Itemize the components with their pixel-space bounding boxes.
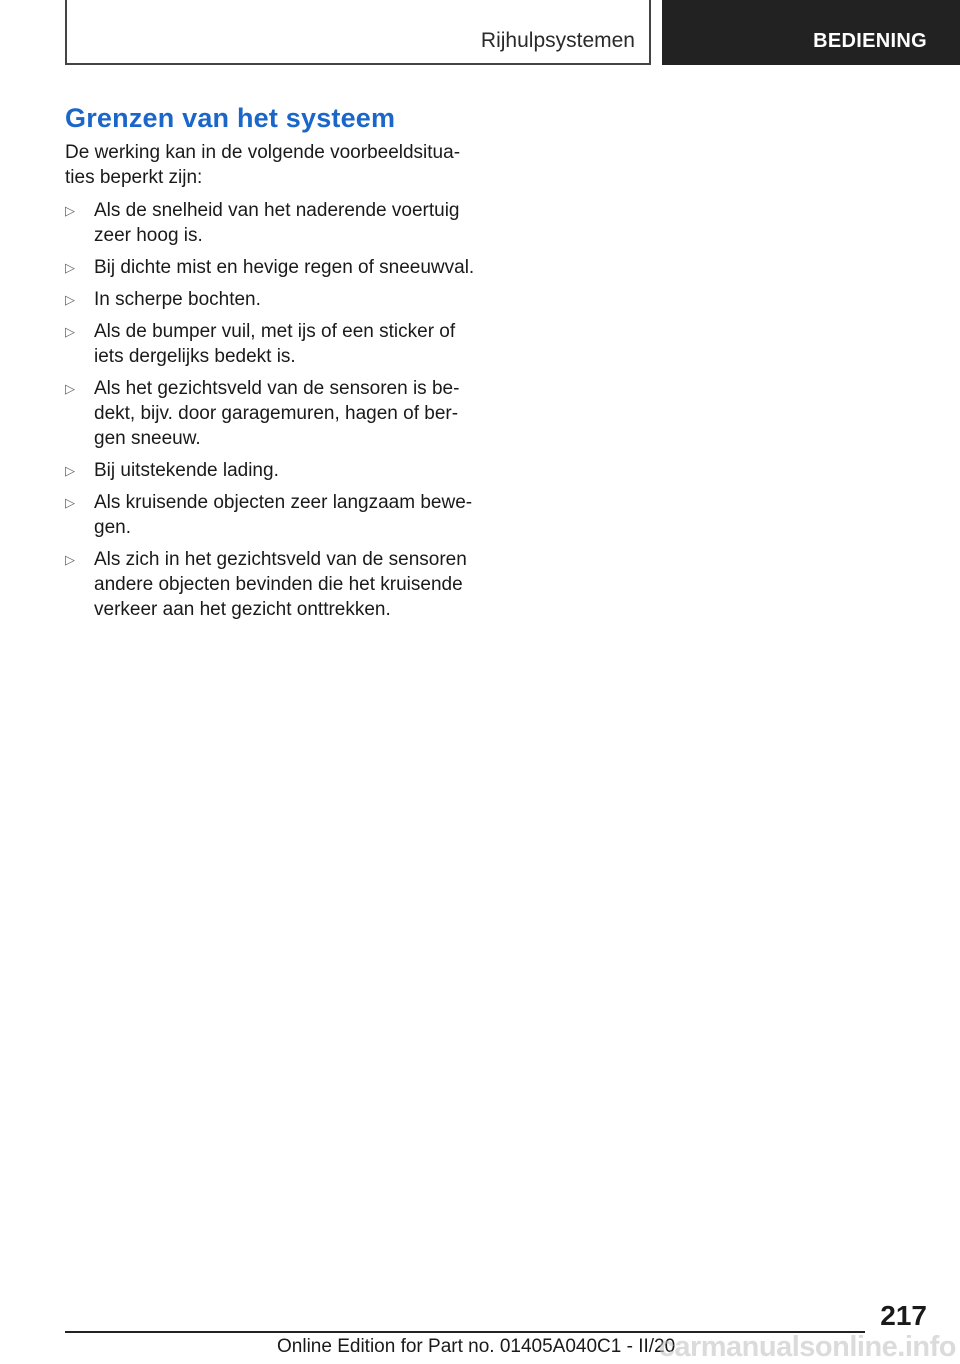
list-item (65, 458, 485, 483)
list-item (65, 198, 485, 248)
list-item-line: zeer hoog is. (94, 225, 203, 246)
intro-paragraph (65, 140, 485, 190)
list-item-line: Als de snelheid van het naderende voertuig (94, 200, 460, 221)
main-content (65, 100, 485, 629)
section-title: BEDIENING (813, 30, 927, 52)
triangle-bullet-icon: ▷ (65, 292, 75, 307)
triangle-bullet-icon: ▷ (65, 381, 75, 396)
list-item (65, 319, 485, 369)
page-number: 217 (880, 1300, 927, 1331)
list-item (65, 490, 485, 540)
triangle-bullet-icon: ▷ (65, 552, 75, 567)
section-heading: Grenzen van het systeem (65, 103, 396, 133)
list-item-line: gen sneeuw. (94, 428, 201, 449)
list-item-line: andere objecten bevinden die het kruisende (94, 574, 463, 595)
list-item-line: Als zich in het gezichtsveld van de sensoren (94, 549, 467, 570)
limitations-list (65, 198, 485, 622)
intro-line: ties beperkt zijn: (65, 167, 203, 188)
page-header (65, 0, 960, 66)
chapter-title: Rijhulpsystemen (480, 29, 635, 52)
list-item (65, 547, 485, 622)
intro-line: De werking kan in de volgende voorbeeldsitua- (65, 142, 461, 163)
edition-text: Online Edition for Part no. 01405A040C1 - II/20 (277, 1336, 676, 1357)
list-item-line: gen. (94, 517, 131, 538)
list-item-line: verkeer aan het gezicht onttrekken. (94, 599, 391, 620)
list-item-line: Bij dichte mist en hevige regen of sneeuwval. (94, 257, 475, 278)
list-item-line: Als kruisende objecten zeer langzaam bewe- (94, 492, 473, 513)
list-item (65, 255, 485, 280)
list-item (65, 287, 485, 312)
list-item-line: In scherpe bochten. (94, 289, 261, 310)
triangle-bullet-icon: ▷ (65, 324, 75, 339)
list-item-line: Als het gezichtsveld van de sensoren is be- (94, 378, 460, 399)
chapter-tab (65, 0, 651, 65)
list-item (65, 376, 485, 451)
watermark: carmanualsonline.info (658, 1331, 956, 1363)
triangle-bullet-icon: ▷ (65, 260, 75, 275)
list-item-line: dekt, bijv. door garagemuren, hagen of ber- (94, 403, 459, 424)
triangle-bullet-icon: ▷ (65, 203, 75, 218)
section-tab (662, 0, 960, 65)
triangle-bullet-icon: ▷ (65, 495, 75, 510)
list-item-line: Bij uitstekende lading. (94, 460, 279, 481)
list-item-line: iets dergelijks bedekt is. (94, 346, 296, 367)
list-item-line: Als de bumper vuil, met ijs of een sticker of (94, 321, 456, 342)
triangle-bullet-icon: ▷ (65, 463, 75, 478)
